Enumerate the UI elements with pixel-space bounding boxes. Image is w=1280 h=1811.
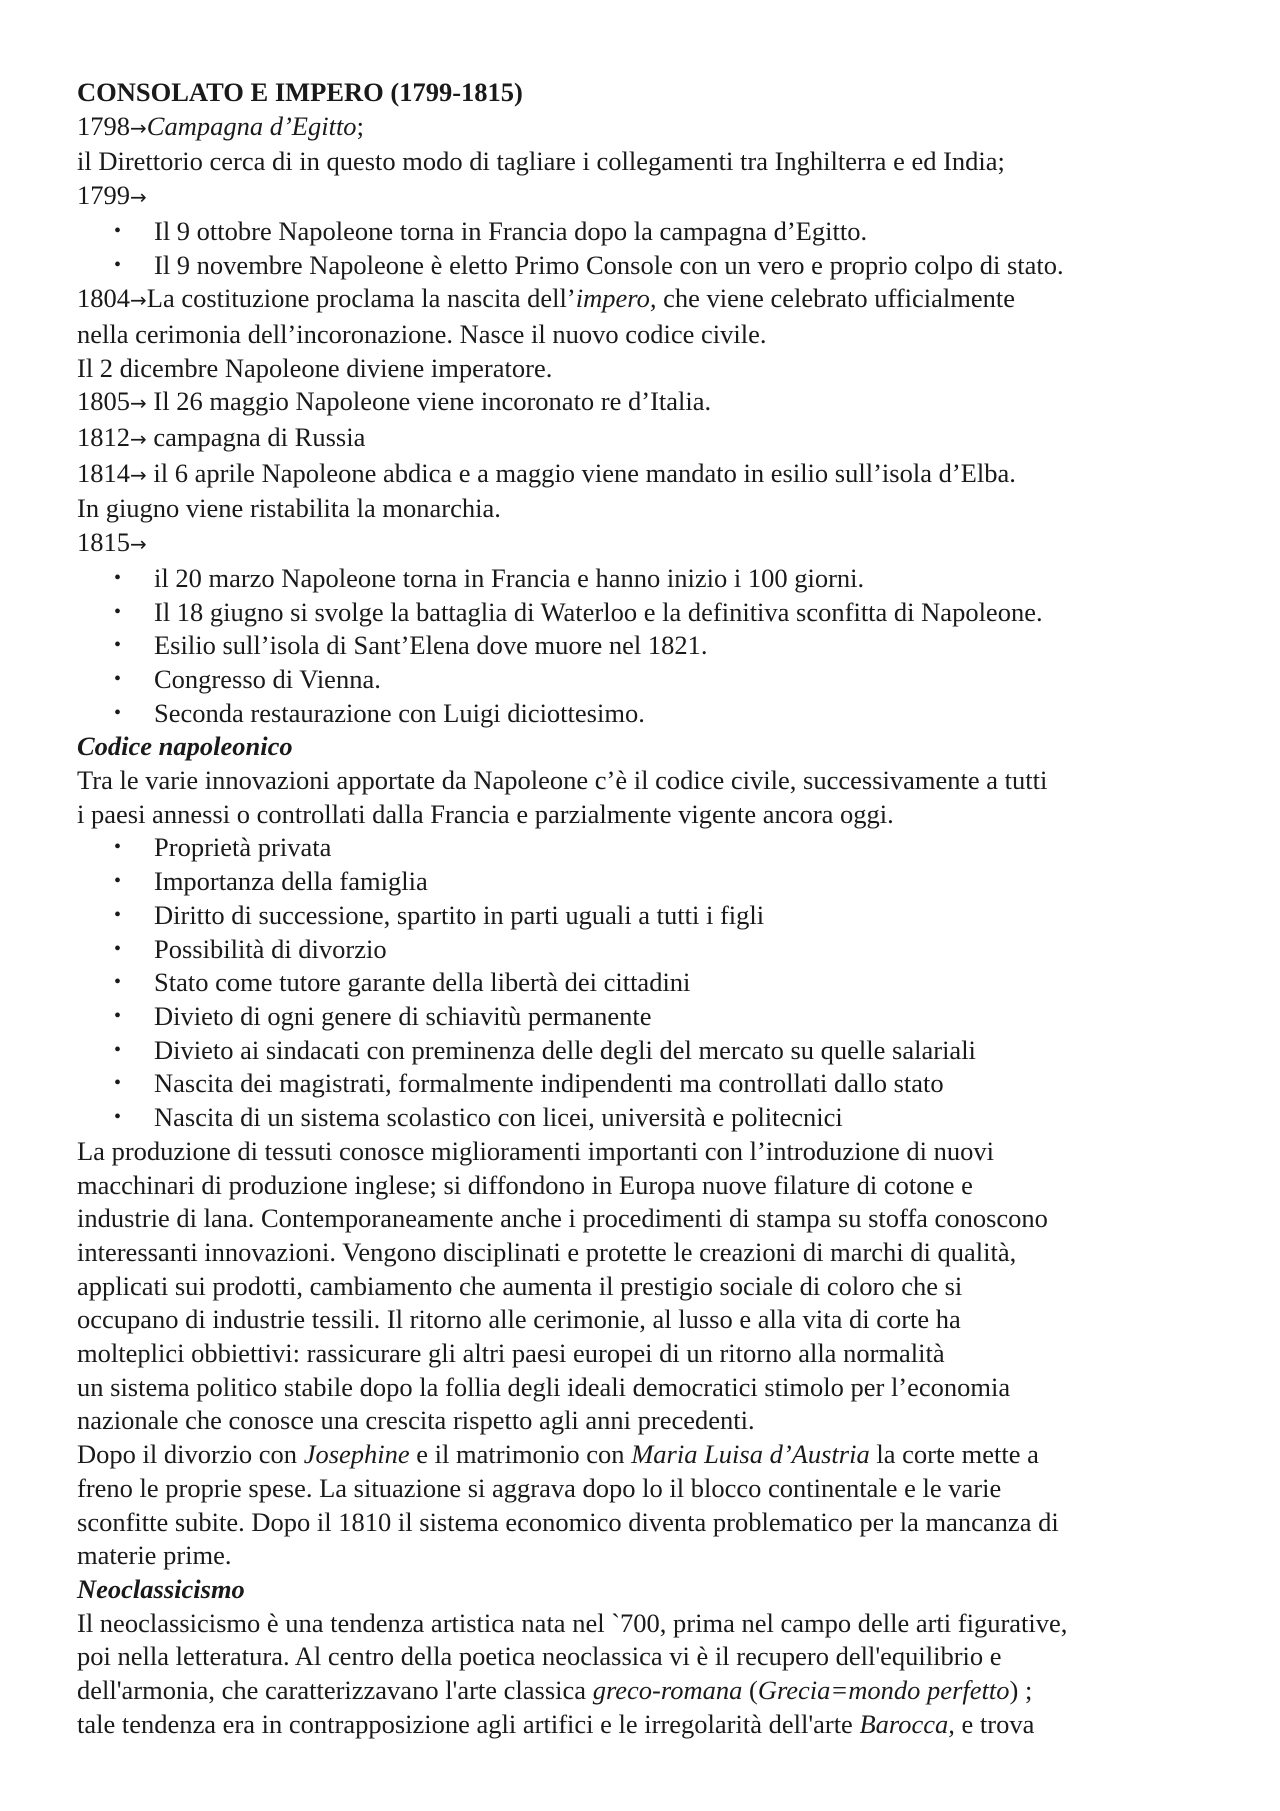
arrow-icon: → [130,532,147,557]
document-title: CONSOLATO E IMPERO (1799-1815) [77,77,523,107]
list-item-text: Proprietà privata [154,832,332,863]
year-label: 1805 [77,386,130,417]
codice-intro-line: i paesi annessi o controllati dalla Francia e parzialmente vigente ancora oggi. [77,798,894,829]
bullet-icon: • [114,903,122,926]
list-item-text: Importanza della famiglia [154,866,428,897]
list-item [77,249,1227,283]
paragraph-line: industrie di lana. Contemporaneamente anche i procedimenti di stampa su stoffa conoscono [77,1203,1048,1234]
codice-list [77,831,1227,1134]
list-item-text: Esilio sull’isola di Sant’Elena dove muore nel 1821. [154,630,708,661]
arrow-icon: → [130,185,147,210]
divorce-line-4: materie prime. [77,1540,232,1571]
year-label: 1814 [77,457,130,488]
year-1804-line [77,282,1227,318]
list-item-text: Diritto di successione, spartito in parti uguali a tutti i figli [154,899,765,930]
arrow-icon: → [130,391,147,416]
bullet-icon: • [114,634,122,657]
list-item [77,1067,1227,1101]
bullet-icon: • [114,701,122,724]
list-item [77,899,1227,933]
punctuation: ; [356,110,364,141]
paragraph-line: molteplici obbiettivi: rassicurare gli altri paesi europei di un ritorno alla normalità [77,1338,945,1369]
bullet-icon: • [114,566,122,589]
bullet-icon: • [114,1106,122,1129]
year-1814-line-2: In giugno viene ristabilita la monarchia. [77,493,501,524]
divorce-line-1 [77,1438,1227,1472]
list-item-text: Nascita dei magistrati, formalmente indipendenti ma controllati dallo stato [154,1068,944,1099]
list-item [77,1034,1227,1068]
year-label: 1804 [77,283,130,314]
year-label: 1815 [77,527,130,558]
year-1804-line-3: Il 2 dicembre Napoleone diviene imperatore. [77,352,553,383]
divorce-line-2: freno le proprie spese. La situazione si aggrava dopo lo il blocco continentale e le varie [77,1472,1002,1503]
greco-romana-term: greco-romana [592,1675,743,1706]
josephine-name: Josephine [303,1439,410,1470]
list-item [77,865,1227,899]
year-1805-line [77,385,1227,421]
bullet-icon: • [114,253,122,276]
arrow-icon: → [130,288,147,313]
text-span: ) ; [1009,1675,1033,1706]
text-span: la corte mette a [869,1439,1039,1470]
year-1812-line [77,421,1227,457]
codice-intro-line: Tra le varie innovazioni apportate da Napoleone c’è il codice civile, successivamente a tutti [77,765,1048,796]
year-label: 1812 [77,422,130,453]
list-item [77,1101,1227,1135]
neo-line-3 [77,1674,1227,1708]
bullet-icon: • [114,1038,122,1061]
list-item-text: Il 9 ottobre Napoleone torna in Francia dopo la campagna d’Egitto. [154,215,868,246]
paragraph-line: nazionale che conosce una crescita rispetto agli anni precedenti. [77,1405,755,1436]
bullet-icon: • [114,937,122,960]
year-1815-line [77,526,1227,562]
bullet-icon: • [114,667,122,690]
text-span: ( [742,1675,758,1706]
year-1804-line-2: nella cerimonia dell’incoronazione. Nasce il nuovo codice civile. [77,318,767,349]
neo-line-1: Il neoclassicismo è una tendenza artistica nata nel `700, prima nel campo delle arti figurative, [77,1607,1068,1638]
list-item-text: Il 9 novembre Napoleone è eletto Primo Console con un vero e proprio colpo di stato. [154,249,1064,280]
list-item-text: il 20 marzo Napoleone torna in Francia e hanno inizio i 100 giorni. [154,562,865,593]
list-item [77,697,1227,731]
list-item-text: Stato come tutore garante della libertà dei cittadini [154,967,691,998]
bullet-icon: • [114,1004,122,1027]
list-item [77,663,1227,697]
arrow-icon: → [130,427,147,452]
list-item-text: Seconda restaurazione con Luigi diciottesimo. [154,697,645,728]
year-1799-line [77,179,1227,215]
year-1814-line [77,457,1227,493]
list-item-text: Possibilità di divorzio [154,933,387,964]
paragraph-line: interessanti innovazioni. Vengono disciplinati e protette le creazioni di marchi di qualità, [77,1236,1017,1267]
text-span: dell'armonia, che caratterizzavano l'arte classica [77,1675,593,1706]
neoclassicismo-heading: Neoclassicismo [77,1573,245,1604]
year-label: 1798 [77,110,130,141]
neo-line-4 [77,1708,1227,1742]
bullet-icon: • [114,836,122,859]
campaign-term: Campagna d’Egitto [146,110,357,141]
text-span: campagna di Russia [146,422,366,453]
list-1799 [77,215,1227,282]
paragraph-line: macchinari di produzione inglese; si diffondono in Europa nuove filature di cotone e [77,1169,973,1200]
paragraph-line: occupano di industrie tessili. Il ritorno alle cerimonie, al lusso e alla vita di corte ha [77,1304,961,1335]
list-item-text: Nascita di un sistema scolastico con licei, università e politecnici [154,1102,843,1133]
text-span: Dopo il divorzio con [77,1439,304,1470]
list-item [77,629,1227,663]
text-span: e il matrimonio con [409,1439,632,1470]
list-item-text: Divieto di ogni genere di schiavitù permanente [154,1000,652,1031]
paragraph-line: applicati sui prodotti, cambiamento che aumenta il prestigio sociale di coloro che si [77,1270,963,1301]
impero-term: impero, [575,283,657,314]
list-item [77,966,1227,1000]
list-item-text: Divieto ai sindacati con preminenza delle degli del mercato su quelle salariali [154,1034,976,1065]
bullet-icon: • [114,870,122,893]
arrow-icon: → [130,462,147,487]
maria-luisa-name: Maria Luisa d’Austria [631,1439,870,1470]
codice-heading: Codice napoleonico [77,731,293,762]
bullet-icon: • [114,219,122,242]
direttorio-line: il Direttorio cerca di in questo modo di tagliare i collegamenti tra Inghilterra e ed India; [77,146,1005,177]
list-item [77,831,1227,865]
list-item [77,933,1227,967]
text-span: La costituzione proclama la nascita dell’ [146,283,576,314]
text-span: tale tendenza era in contrapposizione agli artifici e le irregolarità dell'arte [77,1708,860,1739]
divorce-line-3: sconfitte subite. Dopo il 1810 il sistema economico diventa problematico per la mancanza di [77,1506,1059,1537]
paragraph-line: La produzione di tessuti conosce miglioramenti importanti con l’introduzione di nuovi [77,1135,994,1166]
text-span: il 6 aprile Napoleone abdica e a maggio viene mandato in esilio sull’isola d’Elba. [146,457,1016,488]
list-item-text: Congresso di Vienna. [154,663,381,694]
list-item [77,215,1227,249]
year-1798-line [77,110,1227,146]
grecia-term: Grecia=mondo perfetto [757,1675,1010,1706]
neo-line-2: poi nella letteratura. Al centro della poetica neoclassica vi è il recupero dell'equilibrio e [77,1641,1002,1672]
list-item [77,1000,1227,1034]
bullet-icon: • [114,1072,122,1095]
list-item-text: Il 18 giugno si svolge la battaglia di Waterloo e la definitiva sconfitta di Napoleone. [154,596,1043,627]
text-span: e trova [954,1708,1035,1739]
text-span: che viene celebrato ufficialmente [656,283,1015,314]
arrow-icon: → [130,115,147,140]
text-span: Il 26 maggio Napoleone viene incoronato re d’Italia. [146,386,712,417]
list-item [77,596,1227,630]
bullet-icon: • [114,971,122,994]
barocca-term: Barocca, [859,1708,955,1739]
paragraph-line: un sistema politico stabile dopo la follia degli ideali democratici stimolo per l’economia [77,1371,1011,1402]
bullet-icon: • [114,600,122,623]
list-item [77,562,1227,596]
list-1815 [77,562,1227,731]
year-label: 1799 [77,180,130,211]
document-page [77,76,1227,1741]
